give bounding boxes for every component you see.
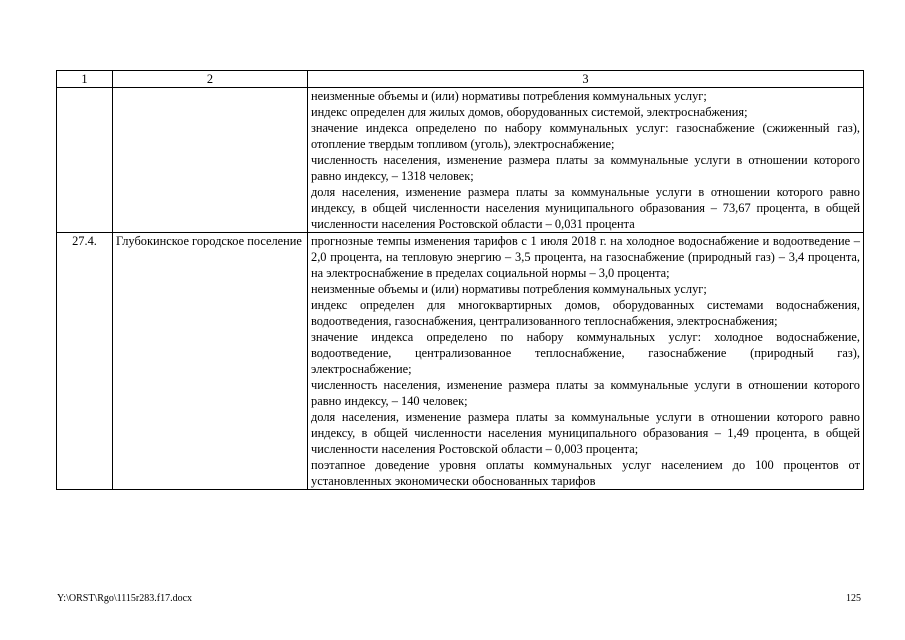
header-row [57,71,864,88]
description-paragraph: значение индекса определено по набору коммунальных услуг: холодное водоснабжение, водоотведение, централизованное теплоснабжение, газоснабжение (природный газ), электроснабжение; [311,330,860,376]
description-paragraph: индекс определен для многоквартирных домов, оборудованных системами водоснабжения, водоотведения, газоснабжения, централизованного теплоснабжения, электроснабжения; [311,298,860,328]
footer-file-path: Y:\ORST\Rgo\1115r283.f17.docx [57,593,193,604]
municipality-name [113,88,308,233]
description-paragraph: прогнозные темпы изменения тарифов с 1 июля 2018 г. на холодное водоснабжение и водоотведение – 2,0 процента, на тепловую энергию – 3,5 процента, на газоснабжение (природный газ) – 3,4 процента, на электроснабжение в пределах социальной нормы – 3,0 процента; [311,234,860,280]
row-number [57,88,113,233]
description-paragraph: неизменные объемы и (или) нормативы потребления коммунальных услуг; [311,282,707,296]
document-table [56,70,864,490]
description-paragraph: численность населения, изменение размера платы за коммунальные услуги в отношении которого равно индексу, – 1318 человек; [311,153,860,183]
row-description [308,233,864,490]
row-number: 27.4. [57,233,113,490]
description-paragraph: доля населения, изменение размера платы за коммунальные услуги в отношении которого равно индексу, в общей численности населения муниципального образования – 1,49 процента, в общей численности населения Ростовской области – 0,003 процента; [311,410,860,456]
column-header-2: 2 [113,71,308,88]
column-header-3: 3 [308,71,864,88]
description-paragraph: значение индекса определено по набору коммунальных услуг: газоснабжение (сжиженный газ), отопление твердым топливом (уголь), электроснабжение; [311,121,860,151]
description-paragraph: неизменные объемы и (или) нормативы потребления коммунальных услуг; [311,89,707,103]
description-paragraph: доля населения, изменение размера платы за коммунальные услуги в отношении которого равно индексу, в общей численности населения муниципального образования – 73,67 процента, в общей численности населения Ростовской области – 0,031 процента [311,185,860,231]
description-paragraph: поэтапное доведение уровня оплаты коммунальных услуг населением до 100 процентов от установленных экономически обоснованных тарифов [311,458,860,488]
table-row [57,88,864,233]
description-paragraph: индекс определен для жилых домов, оборудованных системой, электроснабжения; [311,105,748,119]
column-header-1: 1 [57,71,113,88]
row-description [308,88,864,233]
municipality-name: Глубокинское городское поселение [113,233,308,490]
table-row [57,233,864,490]
page-number: 125 [846,593,861,604]
description-paragraph: численность населения, изменение размера платы за коммунальные услуги в отношении которого равно индексу, – 140 человек; [311,378,860,408]
